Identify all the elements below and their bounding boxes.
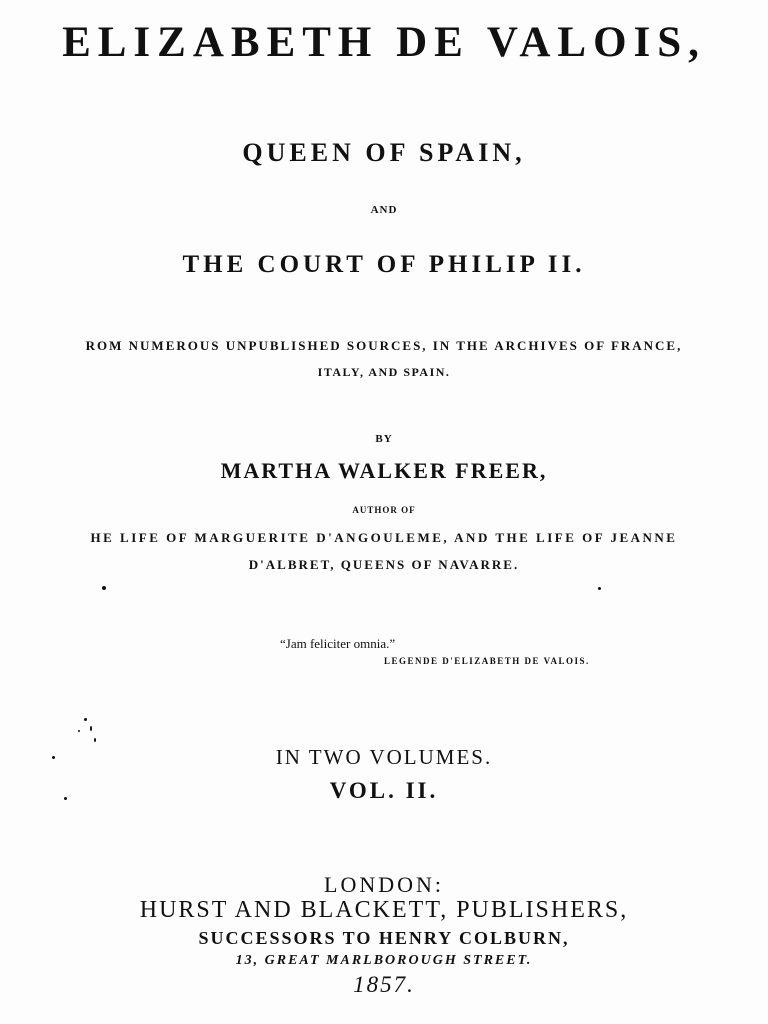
print-speck — [78, 730, 80, 732]
sources-line-1: ROM NUMEROUS UNPUBLISHED SOURCES, IN THE ARCHIVES OF FRANCE, — [85, 338, 683, 353]
volume-number: VOL. II. — [329, 778, 439, 803]
print-speck — [84, 718, 87, 721]
print-speck — [94, 738, 96, 742]
publisher: HURST AND BLACKETT, PUBLISHERS, — [139, 897, 629, 923]
author-name: MARTHA WALKER FREER, — [220, 458, 548, 483]
print-speck — [102, 586, 106, 590]
previous-works-line-2: D'ALBRET, QUEENS OF NAVARRE. — [248, 557, 520, 572]
book-title: ELIZABETH DE VALOIS, — [62, 19, 706, 66]
author-of-label: AUTHOR OF — [352, 505, 416, 515]
previous-works-line-1: HE LIFE OF MARGUERITE D'ANGOULEME, AND THE LIFE OF JEANNE — [90, 530, 678, 545]
volume-count: IN TWO VOLUMES. — [275, 745, 493, 769]
sources-line-2: ITALY, AND SPAIN. — [317, 365, 451, 379]
book-subtitle-court: THE COURT OF PHILIP II. — [182, 251, 586, 278]
print-speck — [90, 726, 92, 731]
motto-attribution: LEGENDE D'ELIZABETH DE VALOIS. — [384, 656, 590, 666]
by-label: BY — [375, 433, 393, 445]
motto: “Jam feliciter omnia.” — [280, 636, 396, 651]
publisher-successors: SUCCESSORS TO HENRY COLBURN, — [198, 928, 570, 948]
print-speck — [598, 587, 601, 590]
publisher-address: 13, GREAT MARLBOROUGH STREET. — [235, 953, 533, 968]
conjunction: AND — [370, 204, 398, 216]
book-subtitle: QUEEN OF SPAIN, — [242, 138, 526, 167]
publication-city: LONDON: — [324, 872, 444, 897]
publication-year: 1857. — [353, 972, 415, 997]
